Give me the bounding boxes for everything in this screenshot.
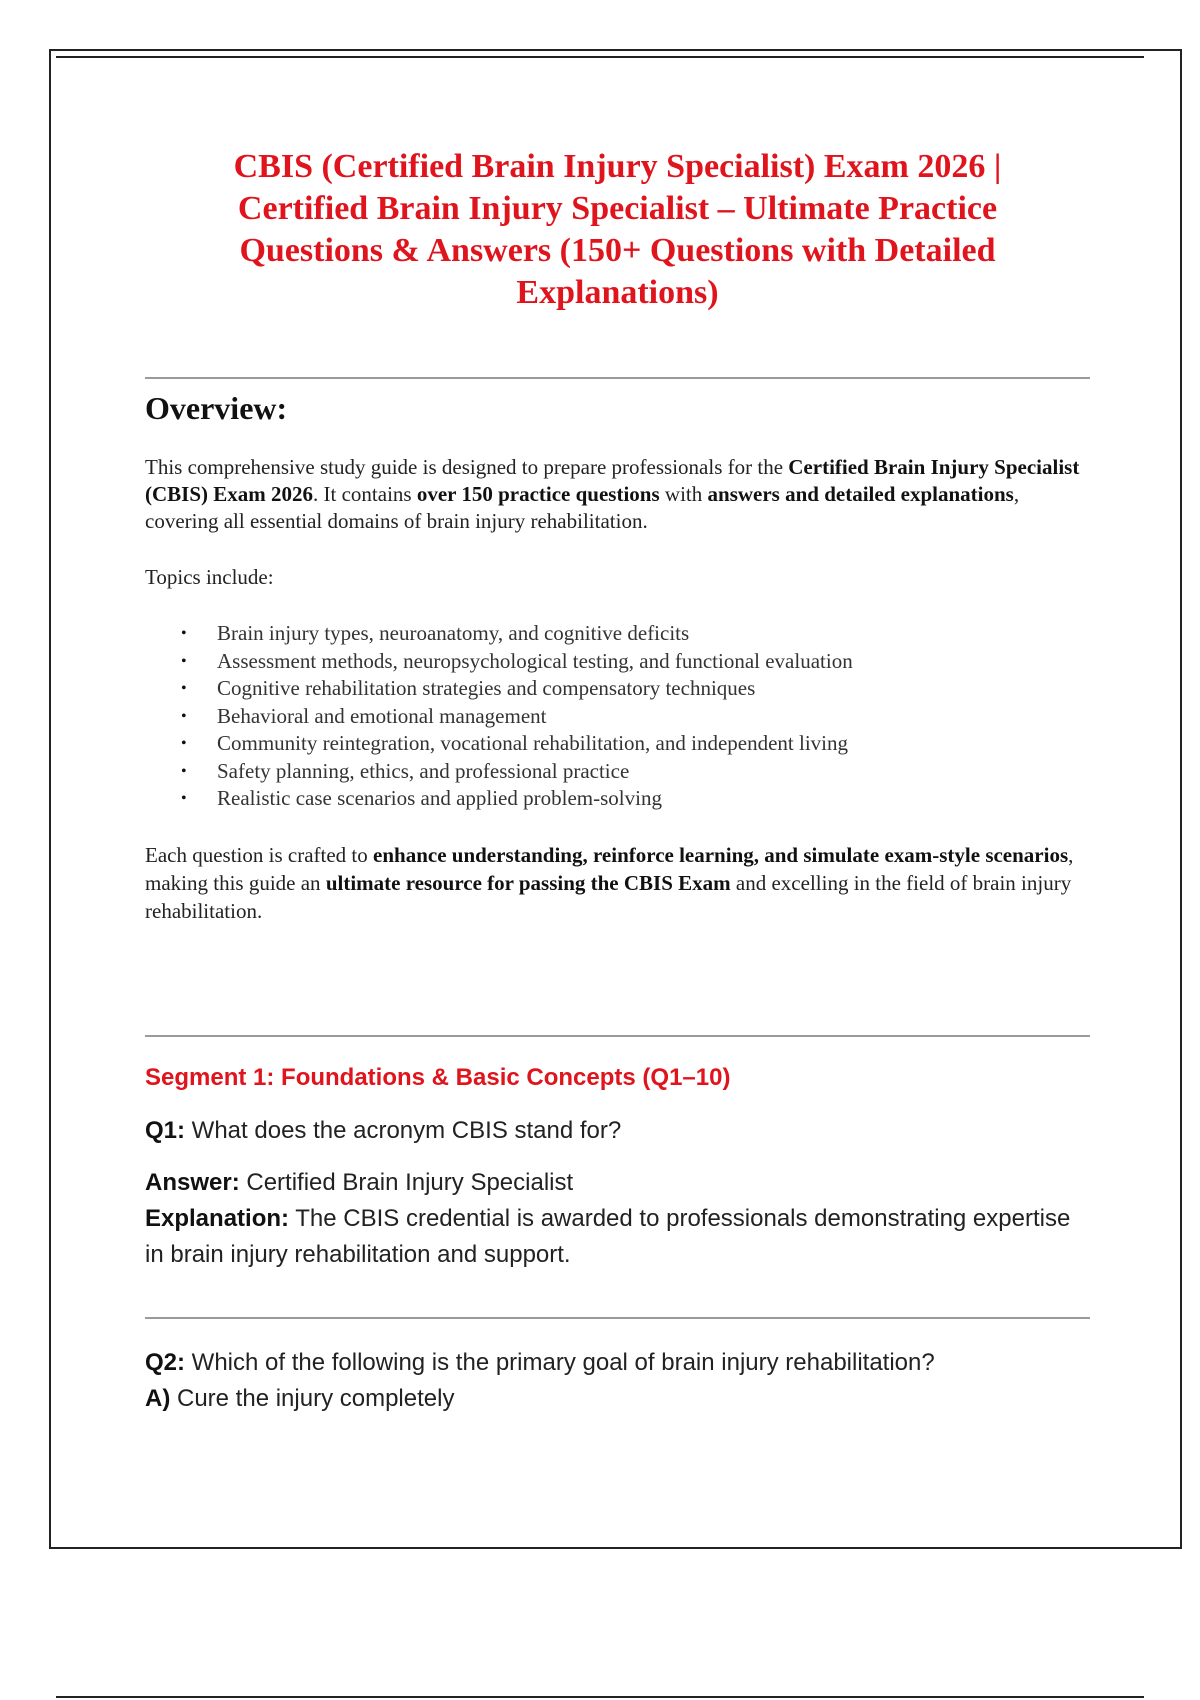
q1-label: Q1: (145, 1116, 186, 1144)
title-line-3: Questions & Answers (150+ Questions with Detailed (239, 232, 996, 269)
title-line-4: Explanations) (516, 274, 719, 311)
intro-bold-answers: answers and detailed explanations (707, 482, 1014, 506)
q2-label: Q2: (145, 1348, 186, 1376)
closing-bold-goals: enhance understanding, reinforce learning, and simulate exam-style scenarios (373, 842, 1069, 867)
document-content (145, 140, 1090, 1417)
topic-item (145, 620, 1090, 648)
title-line-1: CBIS (Certified Brain Injury Specialist) Exam 2026 | (233, 148, 1002, 185)
q2-text: Which of the following is the primary goal of brain injury rehabilitation? (185, 1348, 935, 1376)
question-1 (145, 1113, 1090, 1149)
divider-overview (145, 377, 1090, 379)
topic-text: Community reintegration, vocational rehabilitation, and independent living (217, 731, 849, 755)
bullet-icon: • (181, 790, 187, 807)
closing-text-3: and excelling in the field of brain injury rehabilitation. (145, 870, 1072, 923)
q1-answer (145, 1165, 1090, 1201)
topic-text: Behavioral and emotional management (217, 703, 547, 728)
intro-text-4: , covering all essential domains of brain injury rehabilitation. (145, 482, 1020, 533)
answer-label: Answer: (145, 1168, 240, 1196)
title-line-2: Certified Brain Injury Specialist – Ultimate Practice (237, 190, 998, 227)
option-a-text: Cure the injury completely (170, 1384, 455, 1412)
topic-item (145, 648, 1090, 676)
overview-intro-paragraph (145, 454, 1090, 535)
intro-text-3: with (659, 482, 708, 506)
next-page-top-rule (56, 1696, 1144, 1698)
topic-text: Realistic case scenarios and applied problem-solving (217, 786, 662, 810)
q1-explanation (145, 1201, 1090, 1273)
question-2 (145, 1345, 1090, 1381)
frame-top-rule (56, 56, 1144, 58)
segment-1-title: Segment 1: Foundations & Basic Concepts (Q1–10) (145, 1063, 731, 1091)
bullet-icon: • (181, 652, 187, 670)
divider-segment-1 (145, 1035, 1090, 1037)
topic-item (145, 675, 1090, 703)
answer-text: Certified Brain Injury Specialist (239, 1168, 574, 1196)
topic-text: Cognitive rehabilitation strategies and compensatory techniques (217, 676, 756, 700)
topic-item (145, 758, 1090, 786)
topics-list (145, 620, 1090, 813)
intro-text-1: This comprehensive study guide is designed to prepare professionals for the (145, 455, 789, 479)
overview-heading: Overview: (145, 390, 288, 426)
bullet-icon: • (181, 762, 187, 780)
explanation-label: Explanation: (145, 1204, 290, 1232)
bullet-icon: • (181, 707, 187, 725)
q2-option-a (145, 1381, 1090, 1417)
closing-text-2: , making this guide an (145, 842, 1074, 895)
closing-bold-resource: ultimate resource for passing the CBIS Exam (325, 870, 731, 895)
document-title (165, 146, 1070, 314)
topic-item (145, 703, 1090, 731)
topics-label: Topics include: (145, 565, 274, 589)
option-a-label: A) (145, 1384, 171, 1412)
topic-text: Safety planning, ethics, and professional practice (217, 758, 630, 783)
overview-closing-paragraph (145, 841, 1090, 925)
bullet-icon: • (181, 735, 187, 752)
divider-q2 (145, 1317, 1090, 1319)
topic-text: Brain injury types, neuroanatomy, and cognitive deficits (217, 621, 690, 645)
intro-bold-exam-name: Certified Brain Injury Specialist (CBIS) Exam 2026 (145, 455, 1080, 506)
bullet-icon: • (181, 680, 187, 697)
topic-item (145, 730, 1090, 758)
intro-text-2: . It contains (313, 482, 417, 506)
closing-text-1: Each question is crafted to (145, 842, 374, 867)
topic-text: Assessment methods, neuropsychological testing, and functional evaluation (217, 648, 853, 673)
topic-item (145, 785, 1090, 813)
intro-bold-question-count: over 150 practice questions (416, 482, 660, 506)
q1-text: What does the acronym CBIS stand for? (185, 1116, 622, 1144)
explanation-text: The CBIS credential is awarded to professionals demonstrating expertise in brain injury rehabilitation and support. (145, 1204, 1071, 1268)
bullet-icon: • (181, 625, 187, 642)
